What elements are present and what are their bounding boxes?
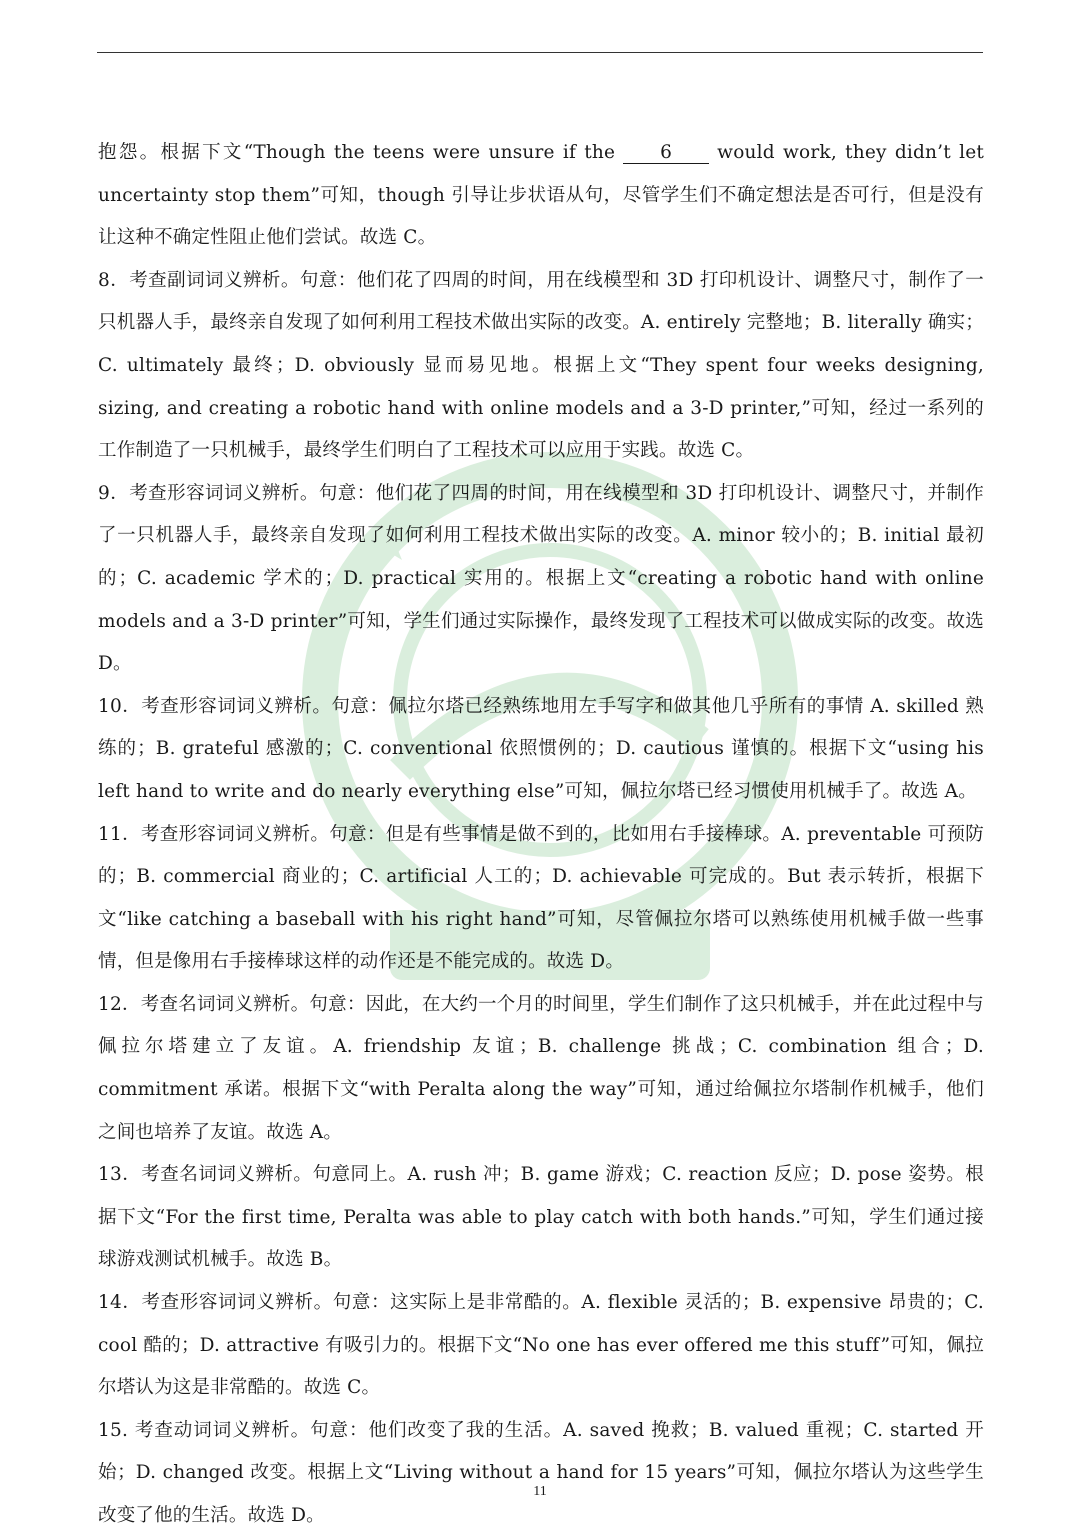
explanation-item-15: 15. 考查动词词义辨析。句意：他们改变了我的生活。A. saved 挽救；B. valued 重视；C. started 开始；D. changed 改变。根据上文“Living without a hand for 15 years”可知，佩拉尔塔认为这些学生改变了他的生活。故选 D。 [98, 1419, 984, 1526]
answer-explanations [98, 132, 984, 1538]
explanation-item-8: 8．考查副词词义辨析。句意：他们花了四周的时间，用在线模型和 3D 打印机设计、调整尺寸，制作了一只机器人手，最终亲自发现了如何利用工程技术做出实际的改变。A. entirely 完整地；B. literally 确实；C. ultimately 最终；D. obviously 显而易见地。根据上文“They spent four weeks designing, sizing, and creating a robotic hand with online models and a 3-D printer,”可知，经过一系列的工作制造了一只机械手，最终学生们明白了工程技术可以应用于实践。故选 C。 [98, 269, 984, 462]
intro-lead: 抱怨。根据下文“Though the teens were unsure if the [98, 142, 616, 163]
explanation-item-12: 12．考查名词词义辨析。句意：因此，在大约一个月的时间里，学生们制作了这只机械手，并在此过程中与佩拉尔塔建立了友谊。A. friendship 友谊；B. challenge 挑战；C. combination 组合；D. commitment 承诺。根据下文“with Peralta along the way”可知，通过给佩拉尔塔制作机械手，他们之间也培养了友谊。故选 A。 [98, 993, 984, 1143]
header-rule [97, 52, 983, 53]
explanation-item-9: 9．考查形容词词义辨析。句意：他们花了四周的时间，用在线模型和 3D 打印机设计、调整尺寸，并制作了一只机器人手，最终亲自发现了如何利用工程技术做出实际的改变。A. minor 较小的；B. initial 最初的；C. academic 学术的；D. practical 实用的。根据上文“creating a robotic hand with online models and a 3-D printer”可知，学生们通过实际操作，最终发现了工程技术可以做成实际的改变。故选 D。 [98, 482, 984, 675]
explanation-item-11: 11．考查形容词词义辨析。句意：但是有些事情是做不到的，比如用右手接棒球。A. preventable 可预防的；B. commercial 商业的；C. artificial 人工的；D. achievable 可完成的。But 表示转折，根据下文“like catching a baseball with his right hand”可知，尽管佩拉尔塔可以熟练使用机械手做一些事情，但是像用右手接棒球这样的动作还是不能完成的。故选 D。 [98, 823, 984, 973]
explanation-item-14: 14．考查形容词词义辨析。句意：这实际上是非常酷的。A. flexible 灵活的；B. expensive 昂贵的；C. cool 酷的；D. attractive 有吸引力的。根据下文“No one has ever offered me this stuff”可知，佩拉尔塔认为这是非常酷的。故选 C。 [98, 1292, 984, 1399]
explanation-item-13: 13．考查名词词义辨析。句意同上。A. rush 冲；B. game 游戏；C. reaction 反应；D. pose 姿势。根据下文“For the first time, Peralta was able to play catch with both hands.”可知，学生们通过接球游戏测试机械手。故选 B。 [98, 1164, 984, 1271]
intro-trail: would work, they didn’t let uncertainty stop them”可知，though 引导让步状语从句，尽管学生们不确定想法是否可行，但是没有让这种不确定性阻止他们尝试。故选 C。 [98, 142, 984, 249]
page-number: 11 [533, 1484, 547, 1499]
explanation-item-10: 10．考查形容词词义辨析。句意：佩拉尔塔已经熟练地用左手写字和做其他几乎所有的事情 A. skilled 熟练的；B. grateful 感激的；C. conventional 依照惯例的；D. cautious 谨慎的。根据下文“using his left hand to write and do nearly everything else”可知，佩拉尔塔已经习惯使用机械手了。故选 A。 [98, 695, 984, 802]
intro-paragraph [98, 132, 984, 260]
blank-6: 6 [623, 143, 709, 164]
